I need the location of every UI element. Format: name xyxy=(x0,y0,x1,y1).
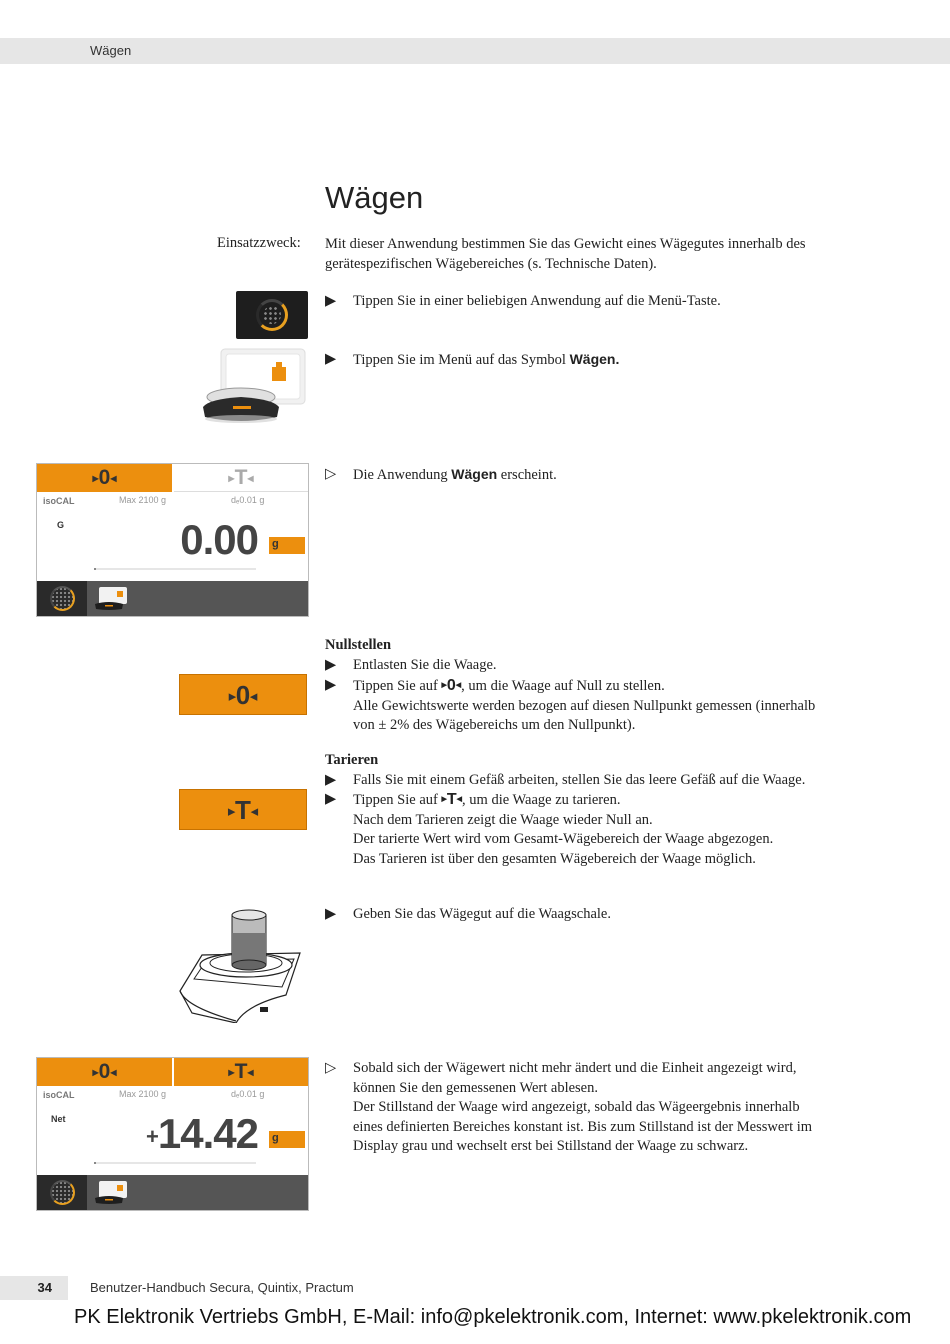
purpose-label: Einsatzzweck: xyxy=(217,235,301,251)
scale-weight-icon[interactable] xyxy=(93,586,129,611)
scale-weight-icon[interactable] xyxy=(93,1180,129,1205)
isocal-label: isoCAL xyxy=(43,1090,75,1100)
step-place: ▶ Geben Sie das Wägegut auf die Waagschale. xyxy=(325,906,611,922)
display-footer xyxy=(37,581,308,616)
zeroing-step-2: ▶ Tippen Sie auf ▶0◀, um die Waage auf Null zu stellen. Alle Gewichtswerte werden bezogen auf diesen Nullpunkt gemessen (innerhalb von ± 2% des Wägebereichs um den Nullpunkt). xyxy=(325,677,816,733)
page-title: Wägen xyxy=(325,180,424,215)
tare-button-large[interactable]: ▶T◀ xyxy=(179,789,307,830)
display-weighing-net xyxy=(36,1057,309,1211)
step-menu: ▶ Tippen Sie in einer beliebigen Anwendung auf die Menü-Taste. xyxy=(325,293,721,309)
isocal-label: isoCAL xyxy=(43,496,75,506)
zero-button-large[interactable]: ▶0◀ xyxy=(179,674,307,715)
tare-button[interactable]: ▶T◀ xyxy=(174,1058,308,1086)
header-bar xyxy=(0,38,950,64)
capacity-bar xyxy=(94,568,256,570)
zeroing-step-1: ▶ Entlasten Sie die Waage. xyxy=(325,657,497,673)
zero-button[interactable]: ▶0◀ xyxy=(37,1058,172,1086)
step-symbol: ▶ Tippen Sie im Menü auf das Symbol Wägen. xyxy=(325,351,620,368)
taring-heading: Tarieren xyxy=(325,752,379,768)
menu-key-icon[interactable] xyxy=(236,291,308,339)
mode-indicator: G xyxy=(57,520,65,530)
weight-value: 0.00 xyxy=(180,516,258,563)
taring-step-1: ▶ Falls Sie mit einem Gefäß arbeiten, stellen Sie das leere Gefäß auf die Waage. xyxy=(325,772,806,788)
weight-value: +14.42 xyxy=(146,1110,258,1157)
zero-button[interactable]: ▶0◀ xyxy=(37,464,172,492)
display-weighing-zero xyxy=(36,463,309,617)
unit-badge[interactable]: g xyxy=(269,1131,305,1148)
scale-weight-icon[interactable] xyxy=(199,347,309,427)
watermark: PK Elektronik Vertriebs GmbH, E-Mail: info@pkelektronik.com, Internet: www.pkelektronik.com xyxy=(74,1306,912,1328)
page-number-box xyxy=(0,1276,68,1300)
readability: dₑ0.01 g xyxy=(231,1089,265,1099)
max-capacity: Max 2100 g xyxy=(119,1089,167,1099)
zeroing-heading: Nullstellen xyxy=(325,637,392,653)
display-footer xyxy=(37,1175,308,1210)
menu-grid-icon[interactable] xyxy=(37,1175,87,1210)
max-capacity: Max 2100 g xyxy=(119,495,167,505)
mode-indicator: Net xyxy=(51,1114,66,1124)
purpose-text: Mit dieser Anwendung bestimmen Sie das Gewicht eines Wägegutes innerhalb des gerätespezifischen Wägebereiches (s. Technische Daten). xyxy=(325,236,806,272)
unit-badge[interactable]: g xyxy=(269,537,305,554)
step-stable: ▷ Sobald sich der Wägewert nicht mehr ändert und die Einheit angezeigt wird, können Sie den gemessenen Wert ablesen. Der Stillstand der Waage wird angezeigt, sobald das Wägeergebnis innerhalb eines definierten Bereiches konstant ist. Bis zum Stillstand ist der Messwert im Display grau und wechselt erst bei Stillstand der Waage zu schwarz. xyxy=(325,1060,813,1154)
step-appears: ▷ Die Anwendung Wägen erscheint. xyxy=(325,466,557,483)
scale-with-sample-illustration xyxy=(176,903,306,1023)
menu-grid-icon[interactable] xyxy=(37,581,87,616)
tare-button[interactable]: ▶T◀ xyxy=(174,464,308,492)
manual-title: Benutzer-Handbuch Secura, Quintix, Practum xyxy=(90,1280,354,1295)
capacity-bar xyxy=(94,1162,256,1164)
section-title: Wägen xyxy=(90,43,132,58)
taring-step-2: ▶ Tippen Sie auf ▶T◀, um die Waage zu tarieren. Nach dem Tarieren zeigt die Waage wieder Null an. Der tarierte Wert wird vom Gesamt-Wägebereich der Waage abgezogen. Das Tarieren ist über den gesamten Wägebereich der Waage möglich. xyxy=(325,791,774,867)
readability: dₑ0.01 g xyxy=(231,495,265,505)
page-number: 34 xyxy=(37,1280,52,1295)
